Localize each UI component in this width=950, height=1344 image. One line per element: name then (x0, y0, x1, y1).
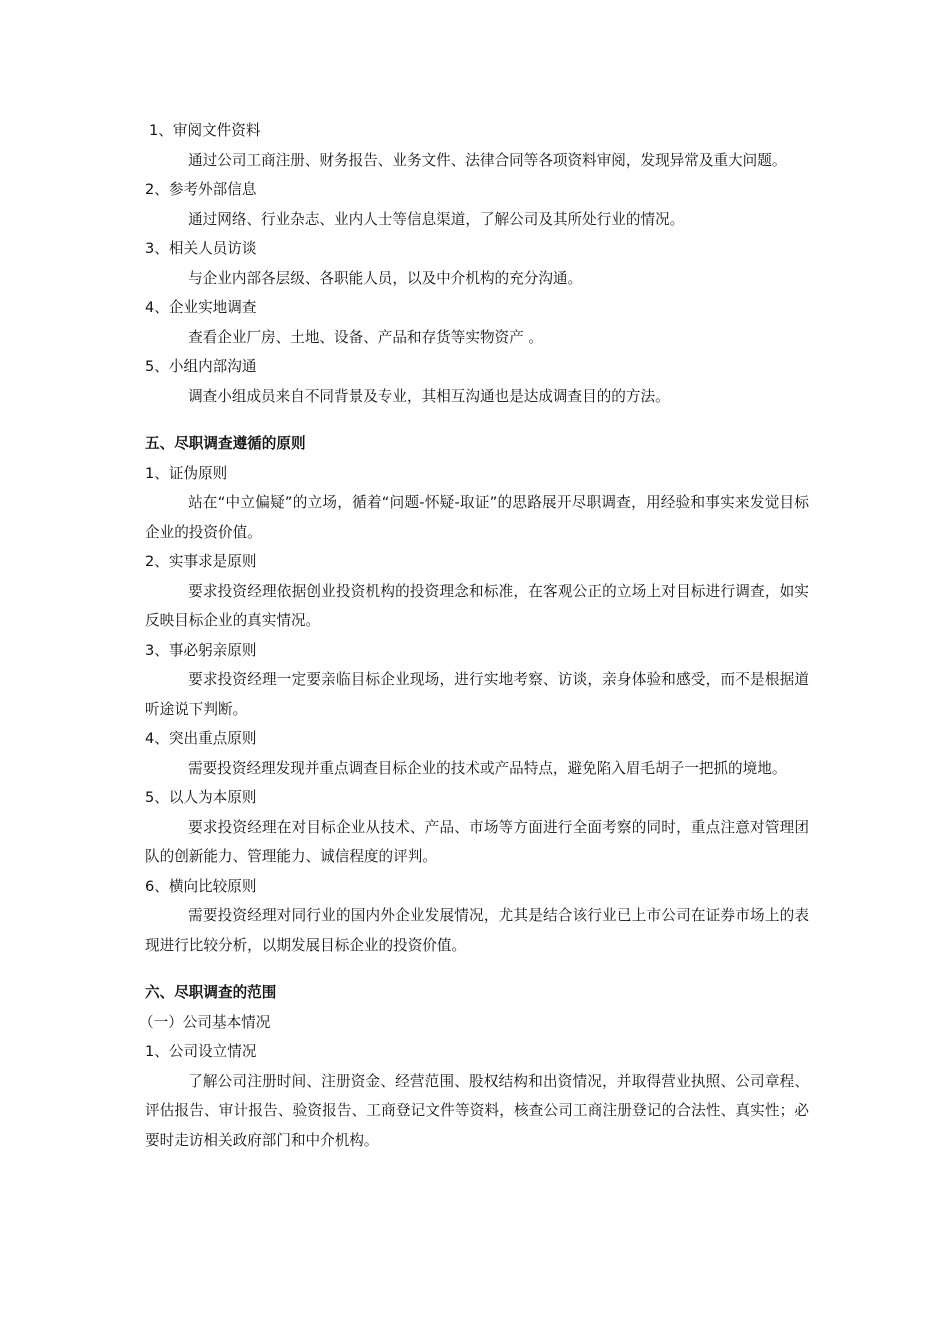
scope-title-1: 1、公司设立情况 (145, 1043, 257, 1060)
method-title-4: 4、企业实地调查 (145, 299, 257, 316)
section-heading-scope: 六、尽职调查的范围 (145, 984, 277, 1001)
principle-body-5: 要求投资经理在对目标企业从技术、产品、市场等方面进行全面考察的同时，重点注意对管理团队的创新能力、管理能力、诚信程度的评判。 (145, 818, 809, 865)
method-title-1: 1、审阅文件资料 (149, 122, 261, 139)
method-body-5: 调查小组成员来自不同背景及专业，其相互沟通也是达成调查目的的方法。 (188, 387, 670, 405)
method-title-2: 2、参考外部信息 (145, 181, 257, 198)
method-body-1: 通过公司工商注册、财务报告、业务文件、法律合同等各项资料审阅，发现异常及重大问题。 (188, 151, 787, 169)
principle-body-1: 站在“中立偏疑”的立场，循着“问题-怀疑-取证”的思路展开尽职调查，用经验和事实来发觉目标企业的投资价值。 (145, 494, 809, 541)
method-title-3: 3、相关人员访谈 (145, 240, 257, 257)
method-body-3: 与企业内部各层级、各职能人员，以及中介机构的充分沟通。 (188, 269, 583, 287)
principle-body-2: 要求投资经理依据创业投资机构的投资理念和标准，在客观公正的立场上对目标进行调查，如实反映目标企业的真实情况。 (145, 582, 809, 629)
scope-body-1: 了解公司注册时间、注册资金、经营范围、股权结构和出资情况，并取得营业执照、公司章程、评估报告、审计报告、验资报告、工商登记文件等资料，核查公司工商注册登记的合法性、真实性；必要时走访相关政府部门和中介机构。 (145, 1072, 809, 1149)
document-body (139, 116, 809, 1155)
principle-title-4: 4、突出重点原则 (145, 730, 257, 747)
principle-body-3: 要求投资经理一定要亲临目标企业现场，进行实地考察、访谈，亲身体验和感受，而不是根据道听途说下判断。 (145, 671, 809, 718)
method-body-2: 通过网络、行业杂志、业内人士等信息渠道，了解公司及其所处行业的情况。 (188, 210, 685, 228)
section-heading-principles: 五、尽职调查遵循的原则 (145, 435, 306, 452)
principle-title-1: 1、证伪原则 (145, 464, 228, 482)
principle-title-2: 2、实事求是原则 (145, 553, 257, 570)
method-body-4: 查看企业厂房、土地、设备、产品和存货等实物资产 。 (188, 328, 543, 346)
method-title-5: 5、小组内部沟通 (145, 358, 257, 375)
principle-title-3: 3、事必躬亲原则 (145, 641, 257, 659)
principle-body-4: 需要投资经理发现并重点调查目标企业的技术或产品特点，避免陷入眉毛胡子一把抓的境地。 (188, 759, 787, 777)
principle-title-5: 5、以人为本原则 (145, 789, 257, 806)
subsection-heading-company-basics: （一）公司基本情况 (139, 1013, 271, 1031)
principle-body-6: 需要投资经理对同行业的国内外企业发展情况，尤其是结合该行业已上市公司在证券市场上的表现进行比较分析，以期发展目标企业的投资价值。 (145, 907, 809, 954)
principle-title-6: 6、横向比较原则 (145, 877, 257, 895)
